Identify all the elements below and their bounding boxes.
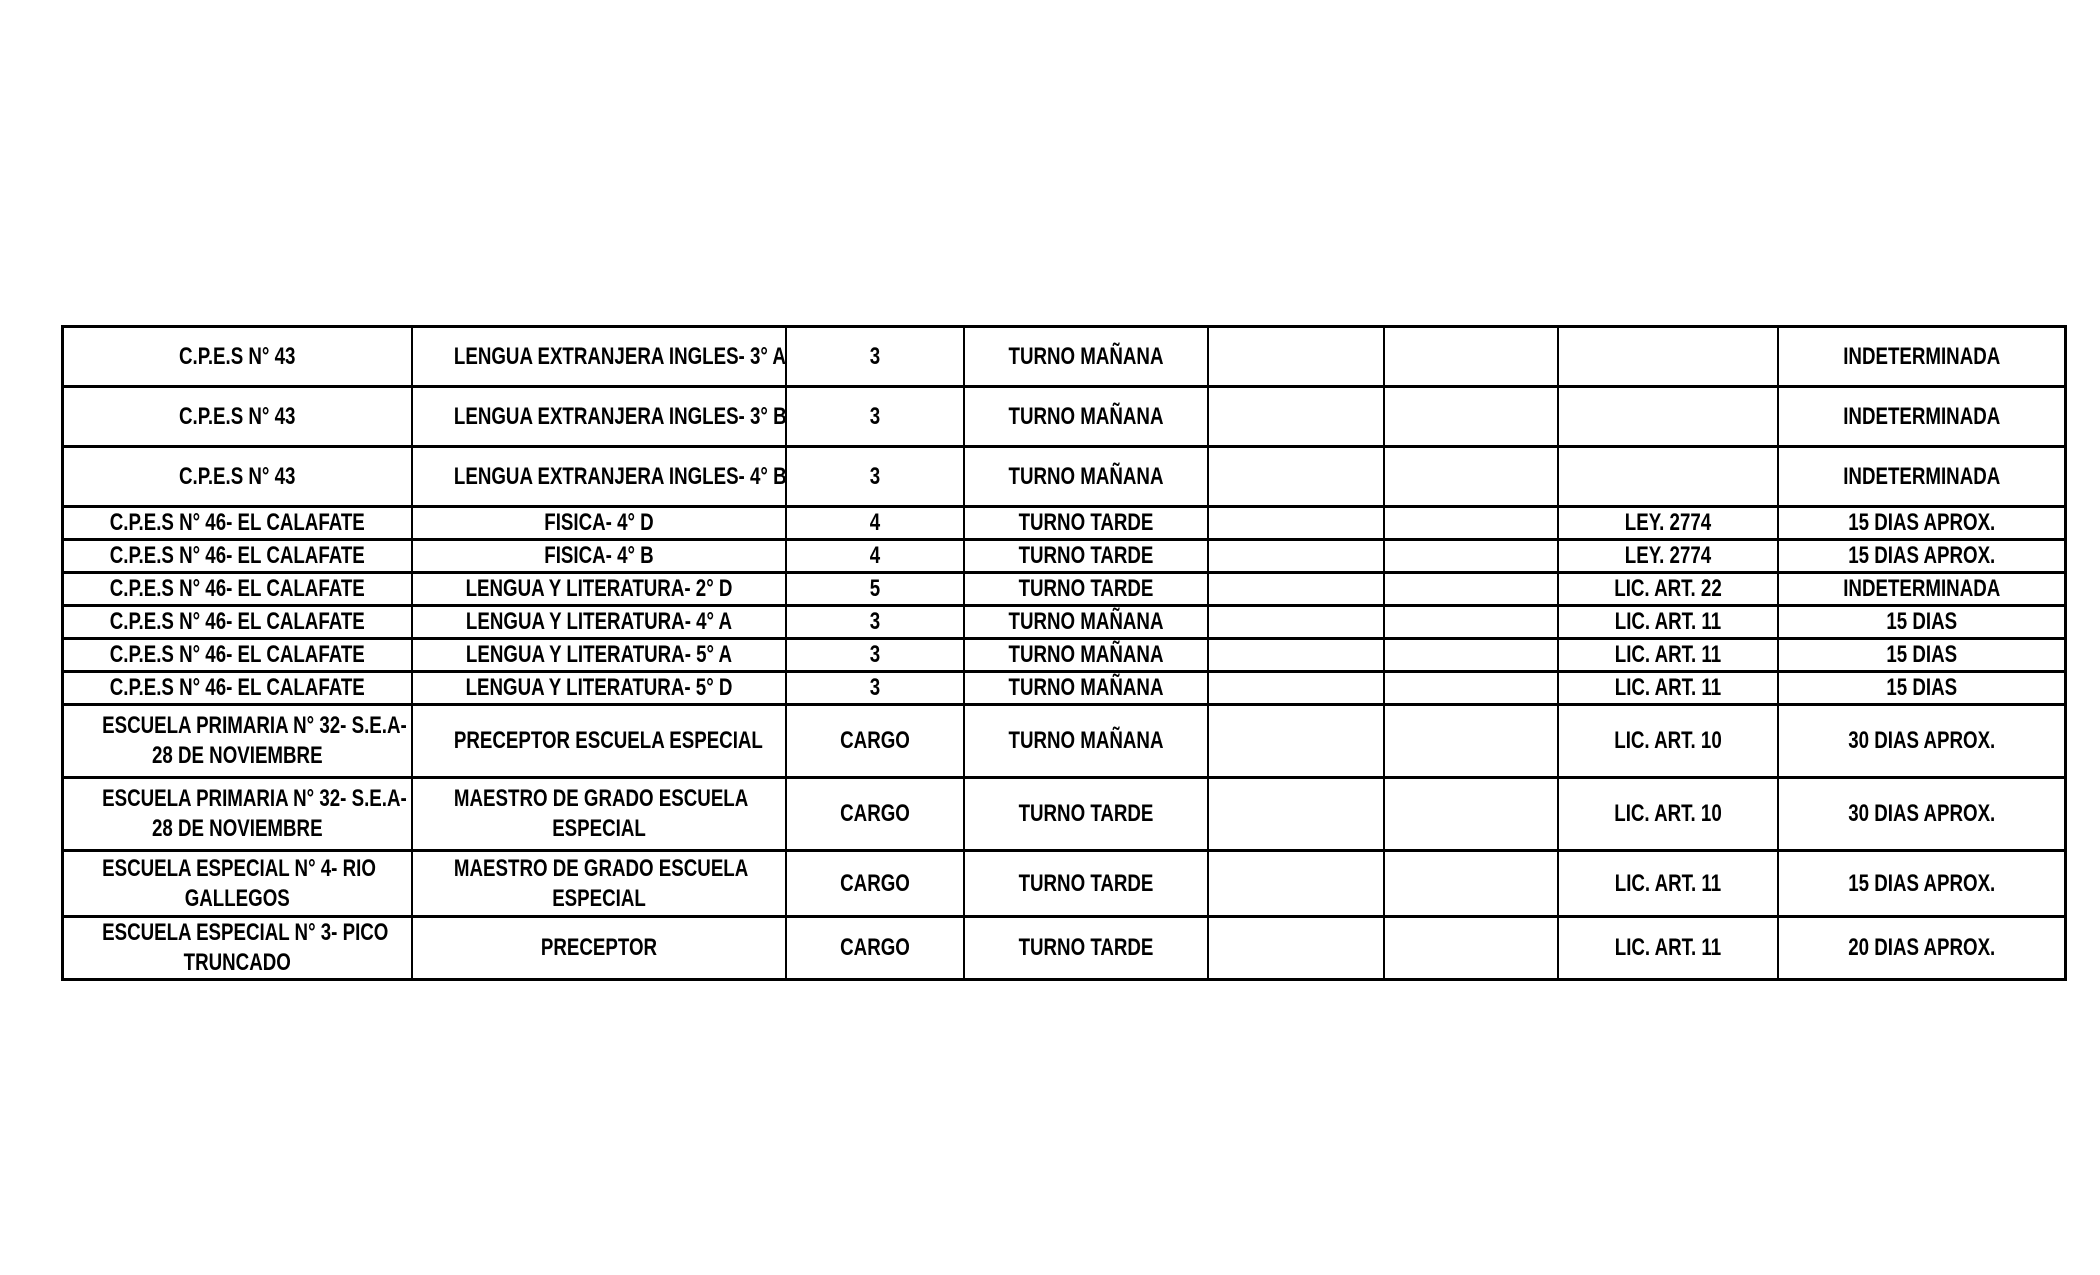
cell-text: C.P.E.S N° 46- EL CALAFATE: [109, 608, 365, 635]
license-cell: [1558, 387, 1778, 447]
empty-cell: [1384, 606, 1558, 639]
school-cell: [63, 387, 412, 447]
cell-text: INDETERMINADA: [1842, 342, 2000, 370]
empty-cell: [1384, 778, 1558, 851]
empty-cell: [1208, 917, 1384, 980]
empty-cell: [1208, 606, 1384, 639]
cell-text: TURNO TARDE: [1018, 800, 1153, 827]
hours-cell: [786, 573, 964, 606]
position-cell: [412, 639, 786, 672]
empty-cell: [1208, 540, 1384, 573]
cell-text: 4: [869, 509, 880, 536]
hours-cell: [786, 917, 964, 980]
school-cell: [63, 447, 412, 507]
hours-cell: [786, 672, 964, 705]
cell-text: 3: [869, 641, 880, 668]
hours-cell: [786, 606, 964, 639]
table-row: [63, 387, 2066, 447]
cell-text: 3: [869, 608, 880, 635]
cell-text: LENGUA EXTRANJERA INGLES- 3° B: [453, 402, 787, 430]
cell-text: ESCUELA ESPECIAL N° 3- PICO: [102, 919, 389, 946]
cell-text: TRUNCADO: [183, 949, 291, 976]
table-row: [63, 639, 2066, 672]
hours-cell: [786, 851, 964, 917]
cell-text: 3: [869, 462, 880, 490]
school-cell: [63, 917, 412, 980]
cell-text: CARGO: [839, 934, 910, 961]
empty-cell: [1384, 327, 1558, 387]
empty-cell: [1384, 917, 1558, 980]
table-body: [63, 327, 2066, 980]
empty-cell: [1208, 778, 1384, 851]
cell-text: ESCUELA ESPECIAL N° 4- RIO: [102, 854, 376, 882]
position-cell: [412, 540, 786, 573]
empty-cell: [1384, 540, 1558, 573]
duration-cell: [1778, 447, 2066, 507]
license-cell: [1558, 507, 1778, 540]
table-row: [63, 851, 2066, 917]
empty-cell: [1208, 387, 1384, 447]
cell-text: C.P.E.S N° 43: [179, 342, 296, 370]
table-row: [63, 327, 2066, 387]
cell-text: 30 DIAS APROX.: [1847, 800, 1995, 827]
cell-text: 20 DIAS APROX.: [1847, 934, 1995, 961]
cell-text: INDETERMINADA: [1842, 462, 2000, 490]
license-cell: [1558, 573, 1778, 606]
cell-text: ESCUELA PRIMARIA N° 32- S.E.A-: [102, 712, 407, 739]
cell-text: LEY. 2774: [1624, 542, 1711, 569]
cell-text: C.P.E.S N° 46- EL CALAFATE: [109, 674, 365, 701]
cell-text: LENGUA Y LITERATURA- 5° A: [465, 641, 732, 668]
cell-text: LENGUA Y LITERATURA- 4° A: [465, 608, 732, 635]
cell-text: TURNO MAÑANA: [1008, 402, 1163, 430]
table-row: [63, 573, 2066, 606]
duration-cell: [1778, 507, 2066, 540]
empty-cell: [1208, 327, 1384, 387]
cell-text: C.P.E.S N° 43: [179, 462, 296, 490]
duration-cell: [1778, 573, 2066, 606]
hours-cell: [786, 387, 964, 447]
cell-text: PRECEPTOR: [540, 934, 657, 961]
license-cell: [1558, 540, 1778, 573]
cell-text: LIC. ART. 11: [1614, 934, 1721, 961]
license-cell: [1558, 672, 1778, 705]
cell-text: TURNO MAÑANA: [1008, 608, 1163, 635]
license-cell: [1558, 851, 1778, 917]
hours-cell: [786, 778, 964, 851]
cell-text: MAESTRO DE GRADO ESCUELA: [453, 854, 748, 882]
position-cell: [412, 917, 786, 980]
duration-cell: [1778, 540, 2066, 573]
table-row: [63, 672, 2066, 705]
cell-text: LIC. ART. 10: [1613, 727, 1722, 754]
duration-cell: [1778, 672, 2066, 705]
cell-text: C.P.E.S N° 46- EL CALAFATE: [109, 542, 365, 569]
shift-cell: [964, 639, 1208, 672]
cell-text: TURNO TARDE: [1018, 575, 1153, 602]
cell-text: 15 DIAS: [1885, 608, 1957, 635]
position-cell: [412, 447, 786, 507]
school-cell: [63, 778, 412, 851]
cell-text: LIC. ART. 11: [1614, 674, 1721, 701]
cell-text: ESCUELA PRIMARIA N° 32- S.E.A-: [102, 785, 407, 812]
cell-text: LENGUA EXTRANJERA INGLES- 4° B: [453, 462, 787, 490]
cell-text: TURNO TARDE: [1018, 542, 1153, 569]
table-row: [63, 540, 2066, 573]
empty-cell: [1384, 851, 1558, 917]
cell-text: LEY. 2774: [1624, 509, 1711, 536]
cell-text: INDETERMINADA: [1842, 575, 2000, 602]
table-row: [63, 778, 2066, 851]
cell-text: C.P.E.S N° 46- EL CALAFATE: [109, 575, 365, 602]
empty-cell: [1384, 447, 1558, 507]
license-cell: [1558, 639, 1778, 672]
shift-cell: [964, 507, 1208, 540]
cell-text: LENGUA Y LITERATURA- 5° D: [465, 674, 732, 701]
empty-cell: [1208, 705, 1384, 778]
school-cell: [63, 573, 412, 606]
position-cell: [412, 851, 786, 917]
school-cell: [63, 672, 412, 705]
duration-cell: [1778, 639, 2066, 672]
school-cell: [63, 851, 412, 917]
position-cell: [412, 778, 786, 851]
cell-text: 4: [869, 542, 880, 569]
shift-cell: [964, 778, 1208, 851]
cell-text: LIC. ART. 11: [1614, 869, 1721, 897]
position-cell: [412, 606, 786, 639]
position-cell: [412, 705, 786, 778]
empty-cell: [1208, 672, 1384, 705]
cell-text: LIC. ART. 11: [1614, 608, 1721, 635]
cell-text: GALLEGOS: [184, 884, 290, 912]
hours-cell: [786, 507, 964, 540]
shift-cell: [964, 447, 1208, 507]
cell-text: TURNO MAÑANA: [1008, 462, 1163, 490]
school-cell: [63, 507, 412, 540]
cell-text: FISICA- 4° D: [543, 509, 654, 536]
license-cell: [1558, 327, 1778, 387]
shift-cell: [964, 606, 1208, 639]
cell-text: TURNO TARDE: [1018, 869, 1153, 897]
position-cell: [412, 672, 786, 705]
empty-cell: [1384, 387, 1558, 447]
cell-text: 3: [869, 342, 880, 370]
license-cell: [1558, 917, 1778, 980]
table-row: [63, 507, 2066, 540]
empty-cell: [1208, 573, 1384, 606]
cell-text: 15 DIAS: [1885, 641, 1957, 668]
empty-cell: [1208, 851, 1384, 917]
shift-cell: [964, 851, 1208, 917]
hours-cell: [786, 540, 964, 573]
duration-cell: [1778, 778, 2066, 851]
license-cell: [1558, 778, 1778, 851]
cell-text: LIC. ART. 22: [1613, 575, 1722, 602]
empty-cell: [1208, 507, 1384, 540]
cell-text: LIC. ART. 11: [1614, 641, 1721, 668]
cell-text: 30 DIAS APROX.: [1847, 727, 1995, 754]
cell-text: CARGO: [839, 869, 910, 897]
table-row: [63, 917, 2066, 980]
school-cell: [63, 327, 412, 387]
license-cell: [1558, 447, 1778, 507]
cell-text: ESPECIAL: [551, 815, 646, 842]
shift-cell: [964, 672, 1208, 705]
hours-cell: [786, 447, 964, 507]
cell-text: 15 DIAS APROX.: [1847, 509, 1995, 536]
table-row: [63, 447, 2066, 507]
cell-text: 5: [869, 575, 880, 602]
cell-text: ESPECIAL: [551, 884, 646, 912]
school-cell: [63, 606, 412, 639]
position-cell: [412, 507, 786, 540]
position-cell: [412, 573, 786, 606]
cell-text: PRECEPTOR ESCUELA ESPECIAL: [453, 727, 763, 754]
cell-text: 28 DE NOVIEMBRE: [151, 742, 323, 769]
table-row: [63, 705, 2066, 778]
empty-cell: [1384, 573, 1558, 606]
cell-text: TURNO MAÑANA: [1008, 674, 1163, 701]
cell-text: CARGO: [839, 800, 910, 827]
empty-cell: [1384, 672, 1558, 705]
shift-cell: [964, 705, 1208, 778]
cell-text: 3: [869, 674, 880, 701]
duration-cell: [1778, 327, 2066, 387]
cell-text: LIC. ART. 10: [1613, 800, 1722, 827]
table-row: [63, 606, 2066, 639]
duration-cell: [1778, 851, 2066, 917]
school-cell: [63, 705, 412, 778]
duration-cell: [1778, 606, 2066, 639]
cell-text: TURNO MAÑANA: [1008, 727, 1163, 754]
duration-cell: [1778, 917, 2066, 980]
shift-cell: [964, 540, 1208, 573]
cell-text: TURNO TARDE: [1018, 509, 1153, 536]
cell-text: MAESTRO DE GRADO ESCUELA: [453, 785, 748, 812]
cell-text: 15 DIAS APROX.: [1847, 869, 1995, 897]
hours-cell: [786, 639, 964, 672]
hours-cell: [786, 327, 964, 387]
cell-text: LENGUA Y LITERATURA- 2° D: [465, 575, 732, 602]
cell-text: CARGO: [839, 727, 910, 754]
duration-cell: [1778, 705, 2066, 778]
cell-text: C.P.E.S N° 46- EL CALAFATE: [109, 509, 365, 536]
license-cell: [1558, 705, 1778, 778]
school-cell: [63, 639, 412, 672]
cell-text: LENGUA EXTRANJERA INGLES- 3° A: [453, 342, 786, 370]
cell-text: INDETERMINADA: [1842, 402, 2000, 430]
position-cell: [412, 327, 786, 387]
empty-cell: [1384, 639, 1558, 672]
cell-text: TURNO MAÑANA: [1008, 342, 1163, 370]
license-cell: [1558, 606, 1778, 639]
position-cell: [412, 387, 786, 447]
cell-text: C.P.E.S N° 46- EL CALAFATE: [109, 641, 365, 668]
shift-cell: [964, 387, 1208, 447]
empty-cell: [1384, 705, 1558, 778]
cell-text: TURNO TARDE: [1018, 934, 1153, 961]
cell-text: 28 DE NOVIEMBRE: [151, 815, 323, 842]
empty-cell: [1208, 639, 1384, 672]
cell-text: 15 DIAS: [1885, 674, 1957, 701]
cell-text: 3: [869, 402, 880, 430]
cell-text: C.P.E.S N° 43: [179, 402, 296, 430]
hours-cell: [786, 705, 964, 778]
empty-cell: [1208, 447, 1384, 507]
shift-cell: [964, 327, 1208, 387]
assignments-table: [61, 325, 2067, 981]
cell-text: FISICA- 4° B: [543, 542, 654, 569]
duration-cell: [1778, 387, 2066, 447]
shift-cell: [964, 573, 1208, 606]
school-cell: [63, 540, 412, 573]
cell-text: 15 DIAS APROX.: [1847, 542, 1995, 569]
shift-cell: [964, 917, 1208, 980]
cell-text: TURNO MAÑANA: [1008, 641, 1163, 668]
empty-cell: [1384, 507, 1558, 540]
